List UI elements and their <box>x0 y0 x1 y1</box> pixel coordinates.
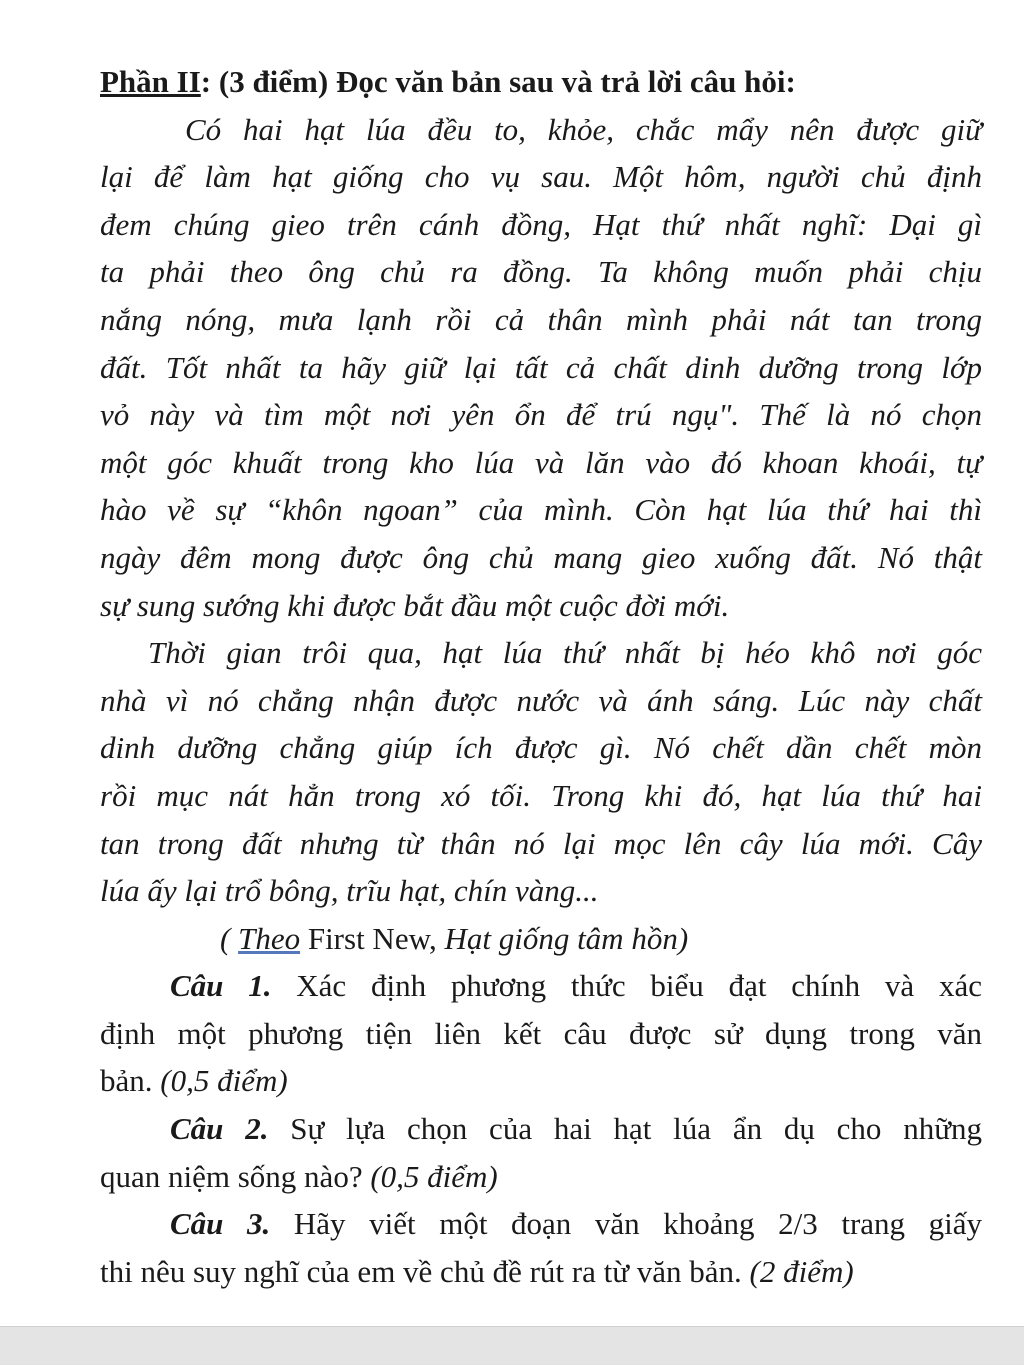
story-line: hào về sự “khôn ngoan” của mình. Còn hạt lúa thứ hai thì <box>100 492 982 528</box>
story-line: vỏ này và tìm một nơi yên ổn để trú ngụ". Thế là nó chọn <box>100 397 982 433</box>
story-line: sự sung sướng khi được bắt đầu một cuộc đời mới. <box>100 587 730 623</box>
question-text: Sự lựa chọn của hai hạt lúa ẩn dụ cho những <box>268 1111 982 1147</box>
question-text: bản. <box>100 1063 161 1099</box>
question-text: quan niệm sống nào? <box>100 1158 371 1194</box>
question-2 <box>100 1105 982 1200</box>
story-line: ta phải theo ông chủ ra đồng. Ta không muốn phải chịu <box>100 254 982 290</box>
story-line: rồi mục nát hẳn trong xó tối. Trong khi đó, hạt lúa thứ hai <box>100 777 982 813</box>
question-3 <box>100 1200 982 1295</box>
citation-book: Hạt giống tâm hồn) <box>444 920 689 956</box>
question-1 <box>100 962 982 1105</box>
question-line <box>100 1200 982 1248</box>
story-line: nắng nóng, mưa lạnh rồi cả thân mình phải nát tan trong <box>100 301 982 337</box>
source-citation <box>100 915 982 963</box>
question-points: (2 điểm) <box>749 1253 854 1289</box>
story-line: nhà vì nó chẳng nhận được nước và ánh sáng. Lúc này chất <box>100 682 982 718</box>
section-part-label: Phần II <box>100 64 201 99</box>
question-points: (0,5 điểm) <box>160 1063 288 1099</box>
bottom-scroll-area <box>0 1326 1024 1365</box>
question-line <box>100 1057 982 1105</box>
story-line: tan trong đất nhưng từ thân nó lại mọc lên cây lúa mới. Cây <box>100 825 982 861</box>
citation-open: ( <box>220 920 239 956</box>
question-label: Câu 3. <box>170 1206 271 1242</box>
story-line: lúa ấy lại trổ bông, trĩu hạt, chín vàng... <box>100 873 599 909</box>
story-paragraph-1 <box>100 106 982 630</box>
document-page <box>100 58 982 1295</box>
story-line: ngày đêm mong được ông chủ mang gieo xuống đất. Nó thật <box>100 539 982 575</box>
section-heading <box>100 58 982 106</box>
question-points: (0,5 điểm) <box>370 1158 498 1194</box>
question-line <box>100 1105 982 1153</box>
story-paragraph-2 <box>100 629 982 915</box>
story-line: Thời gian trôi qua, hạt lúa thứ nhất bị héo khô nơi góc <box>148 635 982 671</box>
story-line: lại để làm hạt giống cho vụ sau. Một hôm, người chủ định <box>100 159 982 195</box>
question-label: Câu 1. <box>170 968 272 1004</box>
question-text: thi nêu suy nghĩ của em về chủ đề rút ra từ văn bản. <box>100 1253 750 1289</box>
question-text: Xác định phương thức biểu đạt chính và xác <box>271 968 983 1004</box>
citation-theo: Theo <box>238 920 301 956</box>
story-line: Có hai hạt lúa đều to, khỏe, chắc mẩy nên được giữ <box>185 111 982 147</box>
story-line: đem chúng gieo trên cánh đồng, Hạt thứ nhất nghĩ: Dại gì <box>100 206 982 242</box>
question-line <box>100 1153 982 1201</box>
question-line <box>100 1248 982 1296</box>
question-label: Câu 2. <box>170 1111 269 1147</box>
story-line: đất. Tốt nhất ta hãy giữ lại tất cả chất dinh dưỡng trong lớp <box>100 349 982 385</box>
question-text: Hãy viết một đoạn văn khoảng 2/3 trang giấy <box>270 1206 982 1242</box>
citation-author: First New, <box>300 920 445 956</box>
section-heading-text: : (3 điểm) Đọc văn bản sau và trả lời câu hỏi: <box>200 64 796 99</box>
question-line <box>100 962 982 1010</box>
story-line: dinh dưỡng chẳng giúp ích được gì. Nó chết dần chết mòn <box>100 730 982 766</box>
question-line: định một phương tiện liên kết câu được sử dụng trong văn <box>100 1015 982 1051</box>
story-line: một góc khuất trong kho lúa và lăn vào đó khoan khoái, tự <box>100 444 982 480</box>
